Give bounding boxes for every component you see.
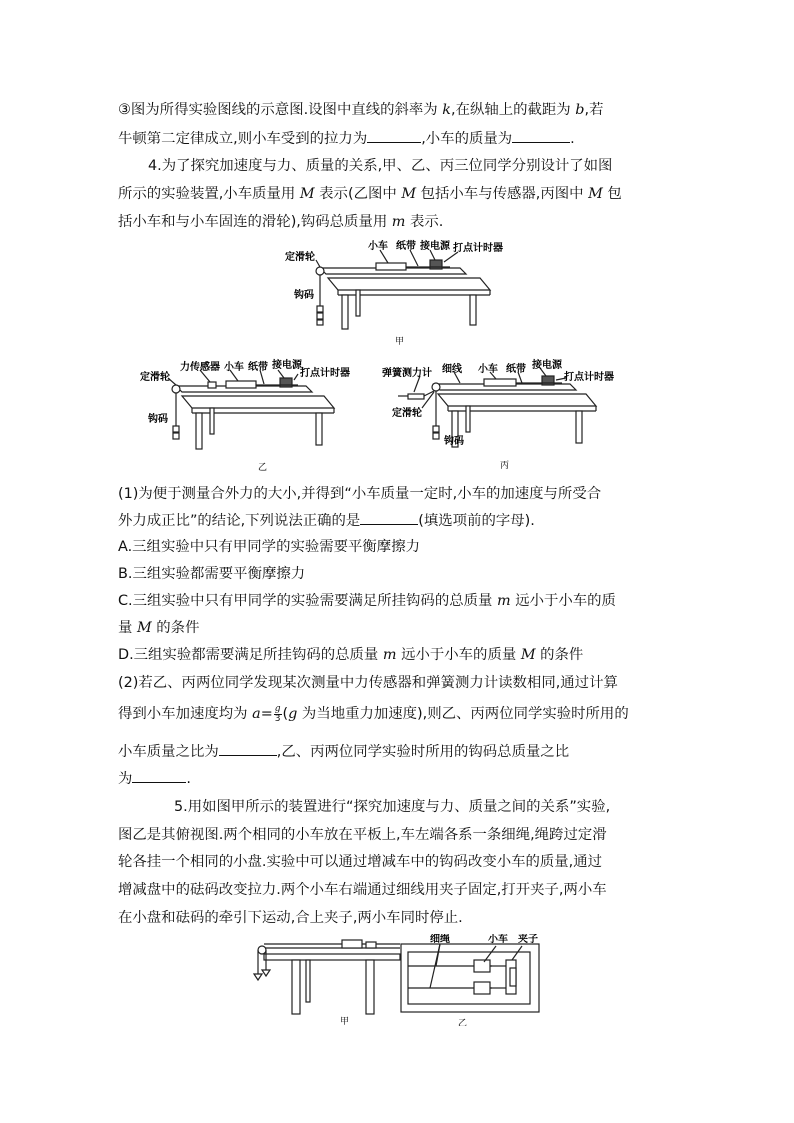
q5-line-2: 图乙是其俯视图.两个相同的小车放在平板上,车左端各系一条细绳,绳跨过定滑 — [118, 827, 607, 843]
q4-p2-line-4: 为 . — [118, 768, 191, 789]
q5-line-1: 5.用如图甲所示的装置进行“探究加速度与力、质量之间的关系”实验, — [174, 799, 611, 815]
figure-caption: 乙 — [258, 463, 268, 473]
label-spring-scale: 弹簧测力计 — [382, 368, 432, 379]
q4-p2-line-2: 得到小车加速度均为 a= $\frac{g}{3}$ (g 为当地重力加速度),则乙、丙两位同学实验时所用的 — [118, 703, 629, 724]
q4-p1-line-1: (1)为便于测量合外力的大小,并得到“小车质量一定时,小车的加速度与所受合 — [118, 486, 602, 502]
label-pulley: 定滑轮 — [140, 372, 170, 383]
answer-blank[interactable] — [360, 510, 418, 525]
answer-blank[interactable] — [367, 128, 421, 143]
label-timer: 打点计时器 — [300, 368, 350, 379]
q5-line-4: 增减盘中的砝码改变拉力.两个小车右端通过细线用夹子固定,打开夹子,两小车 — [118, 882, 607, 898]
label-rope: 细绳 — [430, 934, 450, 945]
figure-jia — [280, 238, 510, 348]
figure-yi — [138, 356, 358, 476]
label-clip: 夹子 — [518, 934, 538, 945]
figure-caption-yi: 乙 — [458, 1019, 468, 1026]
label-weights: 钩码 — [294, 290, 314, 301]
figure-caption: 甲 — [395, 337, 405, 347]
answer-blank[interactable] — [512, 128, 570, 143]
answer-blank[interactable] — [132, 768, 186, 783]
label-car: 小车 — [488, 934, 508, 945]
q5-line-3: 轮各挂一个相同的小盘.实验中可以通过增减车中的钩码改变小车的质量,通过 — [118, 854, 603, 870]
q4-intro-line-1: 4.为了探究加速度与力、质量的关系,甲、乙、丙三位同学分别设计了如图 — [148, 158, 613, 174]
label-car: 小车 — [368, 241, 388, 252]
label-car: 小车 — [224, 362, 244, 373]
label-pulley: 定滑轮 — [285, 252, 315, 263]
label-timer: 打点计时器 — [564, 372, 614, 383]
label-power: 接电源 — [532, 360, 562, 371]
option-c-line-1: C.三组实验中只有甲同学的实验需要满足所挂钩码的总质量 m 远小于小车的质 — [118, 593, 616, 609]
answer-blank[interactable] — [219, 741, 277, 756]
label-weights: 钩码 — [444, 436, 464, 447]
q4-p2-line-3: 小车质量之比为 ,乙、丙两位同学实验时所用的钩码总质量之比 — [118, 741, 569, 762]
label-timer: 打点计时器 — [453, 243, 503, 254]
label-tape: 纸带 — [506, 364, 526, 375]
label-pulley: 定滑轮 — [392, 408, 422, 419]
label-tape: 纸带 — [248, 362, 268, 373]
label-weights: 钩码 — [148, 414, 168, 425]
label-power: 接电源 — [420, 241, 450, 252]
label-power: 接电源 — [272, 360, 302, 371]
option-c-line-2: 量 M 的条件 — [118, 620, 200, 636]
q3-line-2: 牛顿第二定律成立,则小车受到的拉力为 ,小车的质量为 . — [118, 128, 575, 149]
label-car: 小车 — [478, 364, 498, 375]
option-a: A.三组实验中只有甲同学的实验需要平衡摩擦力 — [118, 539, 420, 555]
label-sensor: 力传感器 — [180, 362, 220, 373]
q5-line-5: 在小盘和砝码的牵引下运动,合上夹子,两小车同时停止. — [118, 910, 463, 926]
q4-p1-line-2: 外力成正比”的结论,下列说法正确的是 (填选项前的字母). — [118, 510, 535, 531]
option-d: D.三组实验都需要满足所挂钩码的总质量 m 远小于小车的质量 M 的条件 — [118, 647, 584, 663]
figure-q5 — [244, 934, 554, 1026]
fraction-g-over-3: $\frac{g}{3}$ — [274, 703, 281, 724]
q4-p2-line-1: (2)若乙、丙两位同学发现某次测量中力传感器和弹簧测力计读数相同,通过计算 — [118, 675, 618, 691]
figure-caption: 丙 — [500, 461, 510, 471]
q3-line-1: ③图为所得实验图线的示意图.设图中直线的斜率为 k,在纵轴上的截距为 b,若 — [118, 102, 604, 118]
figure-caption-jia: 甲 — [340, 1017, 350, 1026]
label-thread: 细线 — [442, 364, 462, 375]
q4-intro-line-2: 所示的实验装置,小车质量用 M 表示(乙图中 M 包括小车与传感器,丙图中 M 包 — [118, 186, 622, 202]
figure-bing — [380, 356, 628, 476]
q4-intro-line-3: 括小车和与小车固连的滑轮),钩码总质量用 m 表示. — [118, 214, 444, 230]
label-tape: 纸带 — [396, 241, 416, 252]
option-b: B.三组实验都需要平衡摩擦力 — [118, 566, 306, 582]
